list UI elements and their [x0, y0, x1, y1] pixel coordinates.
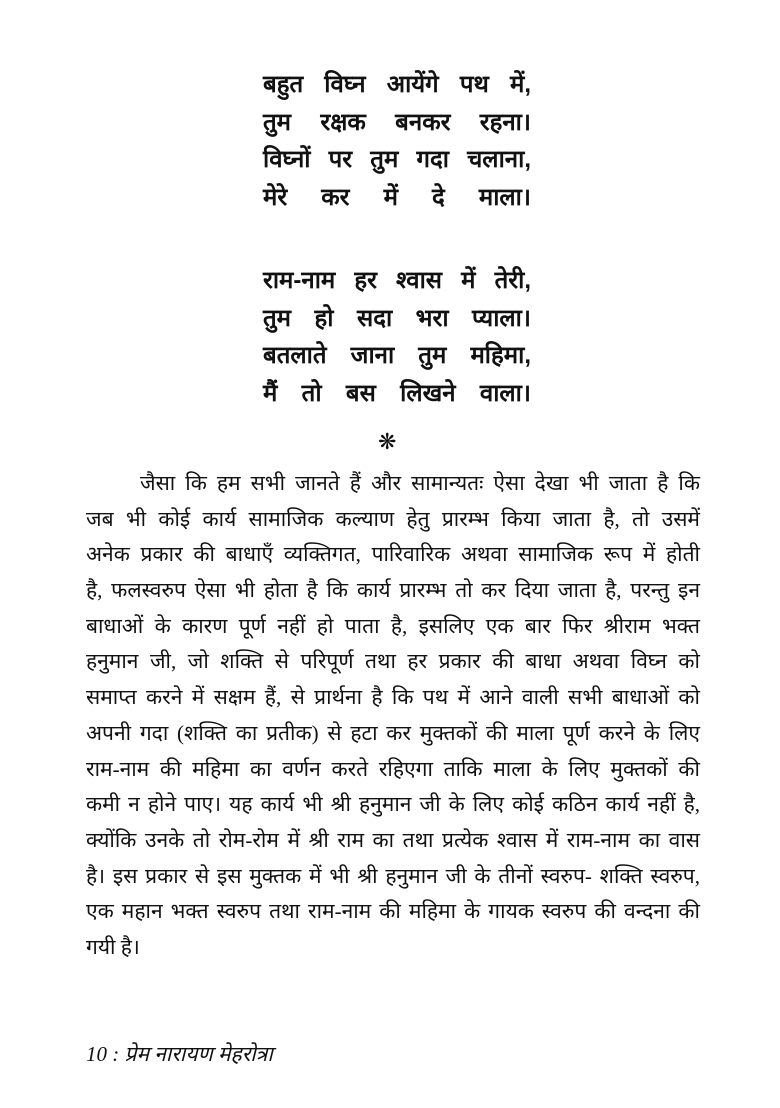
poem-line: बहुत विघ्न आयेंगे पथ में, [263, 71, 531, 98]
paragraph-line: कमी न होने पाए। यह कार्य भी श्री हनुमान जी के लिए कोई कठिन कार्य नहीं है, [86, 792, 700, 817]
paragraph-line: है। इस प्रकार से इस मुक्तक में भी श्री हनुमान जी के तीनों स्वरुप- शक्ति स्वरुप, [86, 863, 700, 888]
poem-line: तुम हो सदा भरा प्याला। [263, 304, 531, 332]
poem-line: बतलाते जाना तुम महिमा, [263, 342, 531, 369]
paragraph-line: हनुमान जी, जो शक्ति से परिपूर्ण तथा हर प्रकार की बाधा अथवा विघ्न को [86, 649, 700, 674]
paragraph-line: है, फलस्वरुप ऐसा भी होता है कि कार्य प्रारम्भ तो कर दिया जाता है, परन्तु इन [86, 578, 700, 603]
page-footer: 10 : प्रेम नारायण मेहरोत्रा [86, 1042, 273, 1066]
body-paragraph [86, 466, 700, 966]
poem-line: तुम रक्षक बनकर रहना। [263, 108, 531, 136]
paragraph-line: अनेक प्रकार की बाधाएँ व्यक्तिगत, पारिवारिक अथवा सामाजिक रूप में होती [86, 542, 700, 567]
paragraph-line: अपनी गदा (शक्ति का प्रतीक) से हटा कर मुक्तकों की माला पूर्ण करने के लिए [86, 720, 700, 745]
paragraph-line: राम-नाम की महिमा का वर्णन करते रहिएगा ताकि माला के लिए मुक्तकों की [86, 756, 700, 781]
poem-line: मेरे कर में दे माला। [263, 183, 531, 211]
poem-line: राम-नाम हर श्वास में तेरी, [263, 267, 531, 294]
poem-line: मैं तो बस लिखने वाला। [263, 379, 531, 407]
paragraph-line: एक महान भक्त स्वरुप तथा राम-नाम की महिमा के गायक स्वरुप की वन्दना की [86, 899, 700, 924]
poem-stanza-2 [263, 262, 531, 412]
poem-stanza-1 [263, 66, 531, 216]
paragraph-line: जैसा कि हम सभी जानते हैं और सामान्यतः ऐसा देखा भी जाता है कि [140, 471, 700, 495]
paragraph-line: बाधाओं के कारण पूर्ण नहीं हो पाता है, इसलिए एक बार फिर श्रीराम भक्त [86, 613, 700, 638]
paragraph-line: जब भी कोई कार्य सामाजिक कल्याण हेतु प्रारम्भ किया जाता है, तो उसमें [86, 506, 700, 531]
paragraph-line: समाप्त करने में सक्षम हैं, से प्रार्थना है कि पथ में आने वाली सभी बाधाओं को [86, 685, 700, 710]
poem-line: विघ्नों पर तुम गदा चलाना, [263, 146, 531, 173]
paragraph-line: क्योंकि उनके तो रोम-रोम में श्री राम का तथा प्रत्येक श्वास में राम-नाम का वास [86, 827, 700, 852]
paragraph-line: गयी है। [86, 934, 140, 959]
flower-ornament-icon: ❋ [378, 429, 397, 454]
